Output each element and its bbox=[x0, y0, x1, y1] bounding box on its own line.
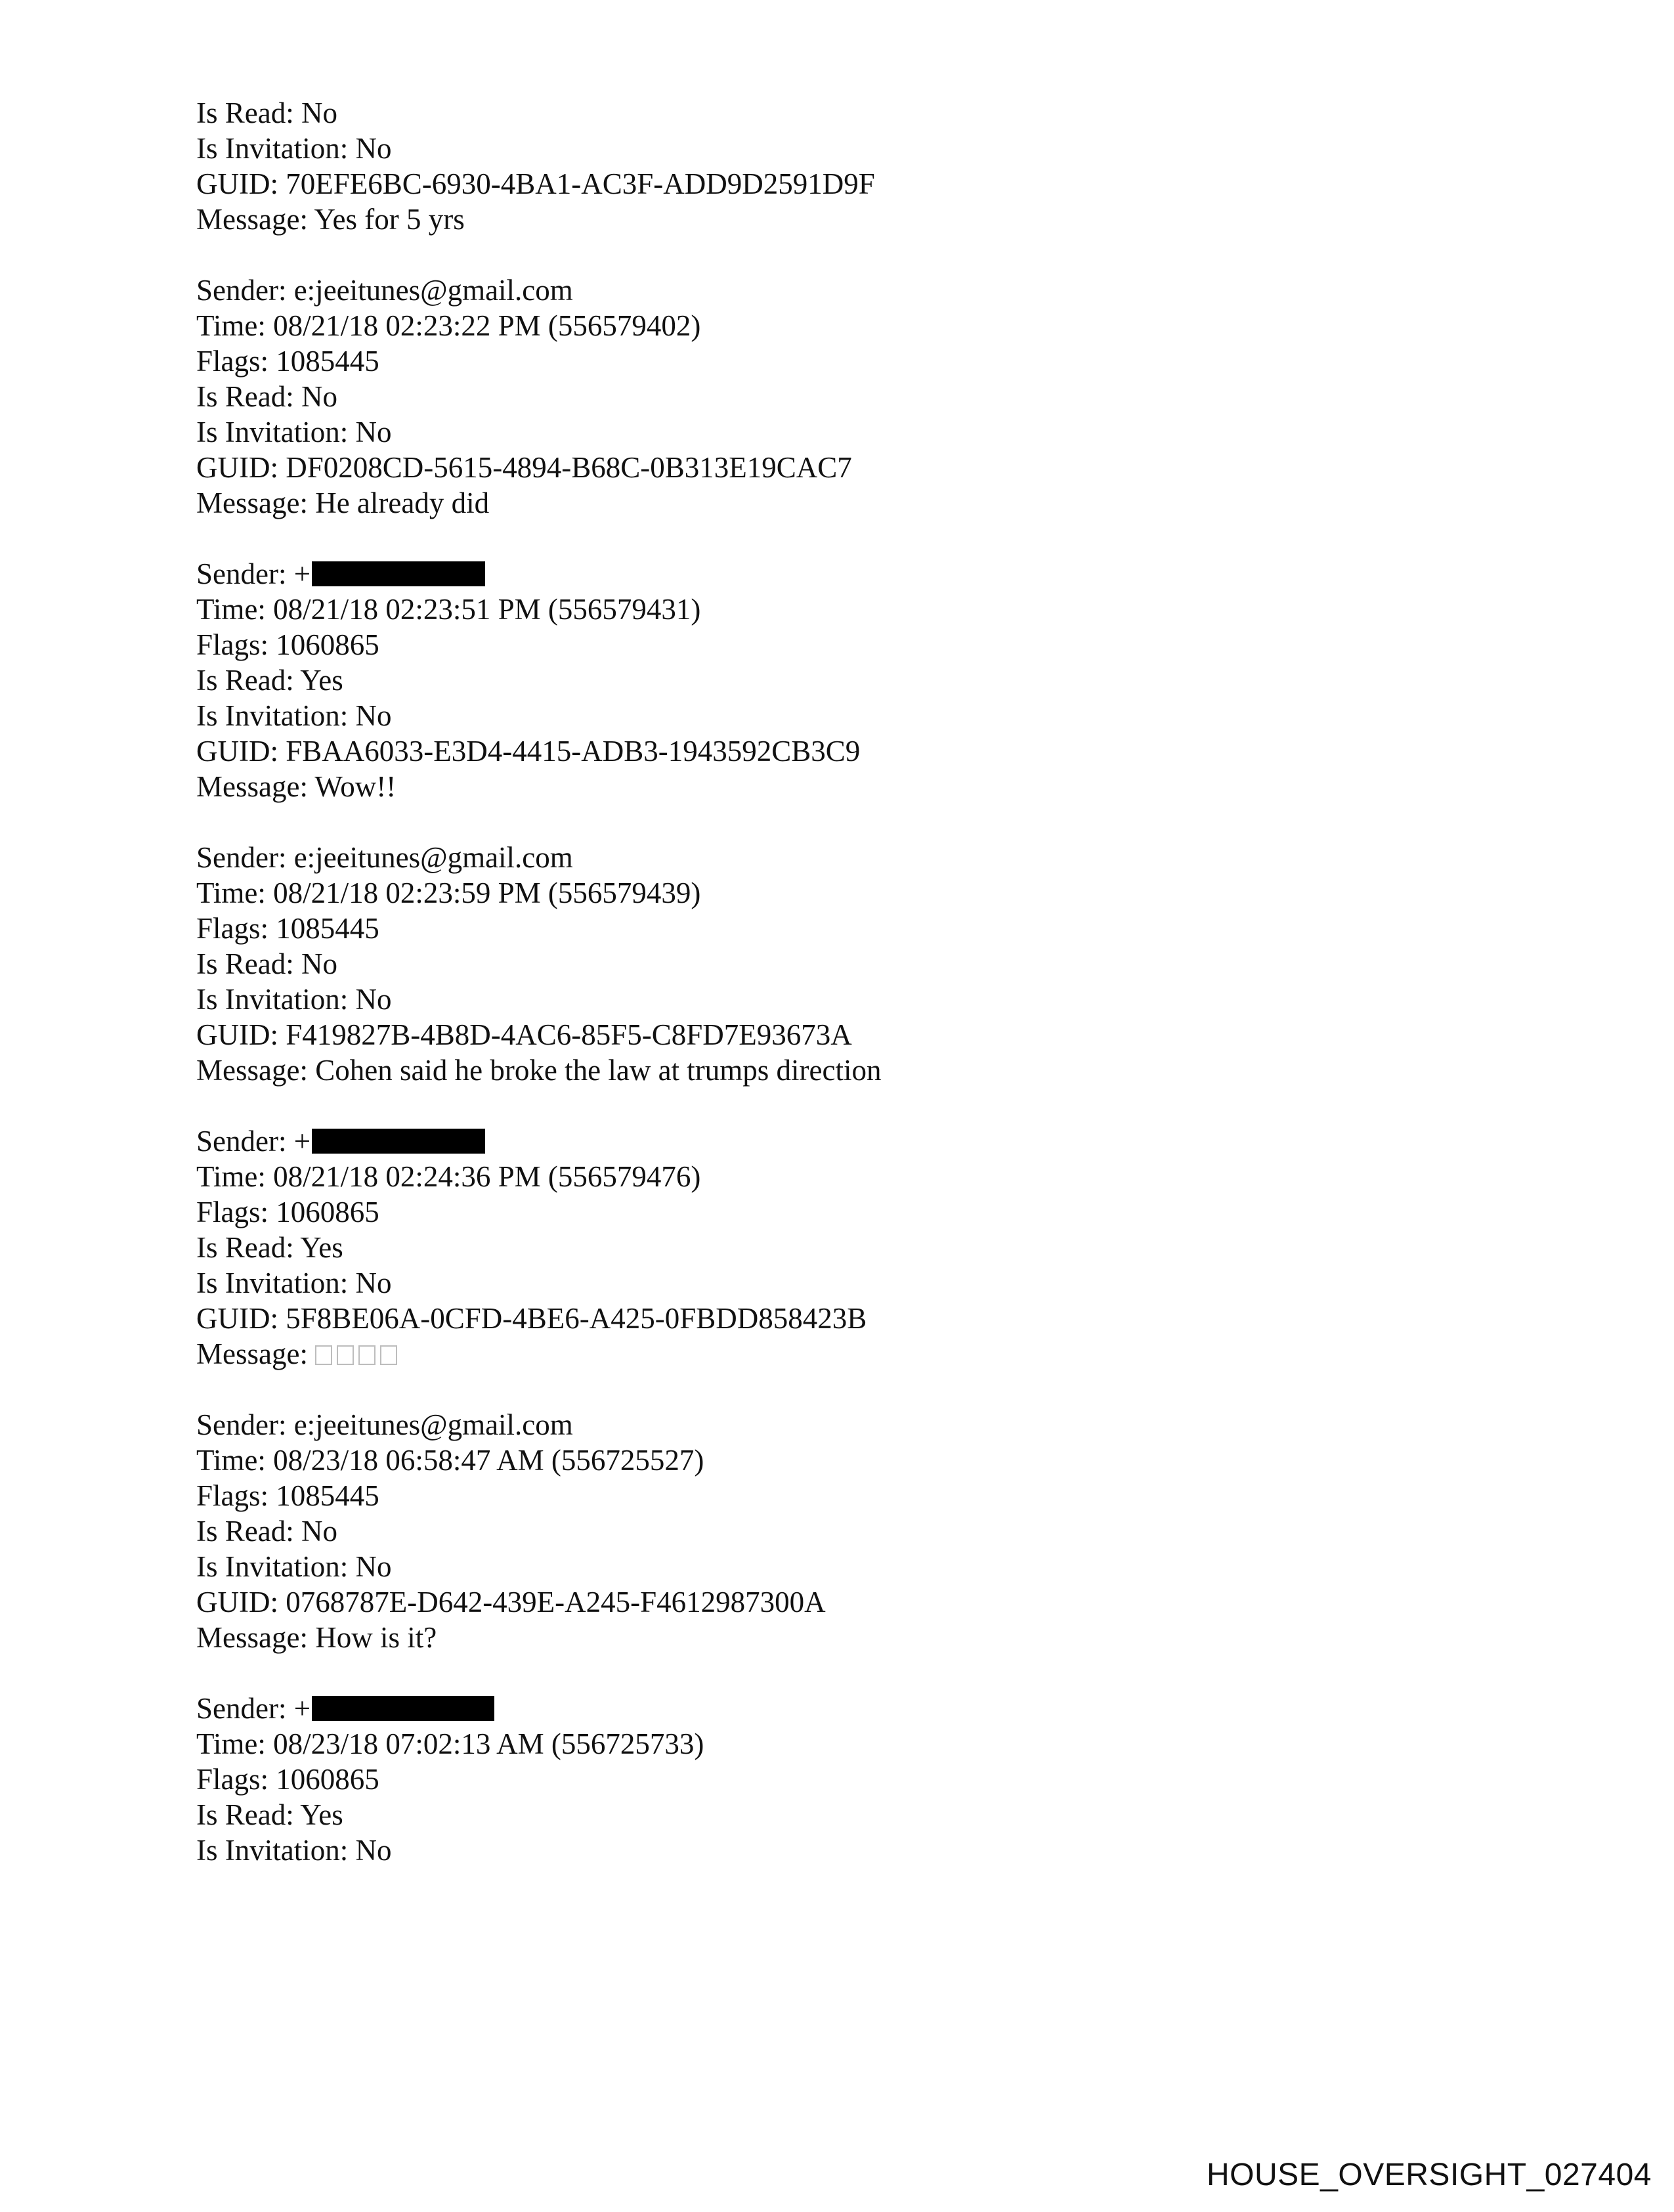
is-read-line: Is Read: No bbox=[196, 1515, 337, 1548]
message-line: Message: He already did bbox=[196, 487, 490, 519]
sender-prefix: Sender: + bbox=[196, 1692, 311, 1725]
redaction-box bbox=[312, 1696, 494, 1721]
flags-line: Flags: 1085445 bbox=[196, 345, 379, 378]
time-line: Time: 08/21/18 02:24:36 PM (556579476) bbox=[196, 1160, 701, 1193]
message-line: Message: How is it? bbox=[196, 1621, 437, 1654]
is-read-line: Is Read: No bbox=[196, 380, 337, 413]
message-line bbox=[196, 1336, 1575, 1372]
sender-prefix: Sender: + bbox=[196, 557, 311, 590]
message-record bbox=[196, 556, 1575, 804]
is-invitation-line: Is Invitation: No bbox=[196, 1550, 392, 1583]
sender-line bbox=[196, 1123, 1575, 1159]
is-read-line: Is Read: Yes bbox=[196, 1231, 343, 1264]
redaction-box bbox=[312, 561, 485, 586]
is-invitation-line: Is Invitation: No bbox=[196, 416, 392, 448]
missing-glyph-box bbox=[337, 1345, 354, 1365]
guid-line: GUID: 0768787E-D642-439E-A245-F4612987300A bbox=[196, 1586, 826, 1618]
time-line: Time: 08/23/18 07:02:13 AM (556725733) bbox=[196, 1727, 704, 1760]
guid-line: GUID: FBAA6033-E3D4-4415-ADB3-1943592CB3C9 bbox=[196, 735, 861, 768]
record-separator bbox=[196, 237, 1575, 272]
is-invitation-line: Is Invitation: No bbox=[196, 1267, 392, 1299]
message-line: Message: Yes for 5 yrs bbox=[196, 203, 465, 236]
time-line: Time: 08/21/18 02:23:51 PM (556579431) bbox=[196, 593, 701, 626]
is-read-line: Is Read: No bbox=[196, 97, 337, 129]
missing-glyph-box bbox=[358, 1345, 376, 1365]
message-line: Message: Cohen said he broke the law at trumps direction bbox=[196, 1054, 882, 1087]
sender-prefix: Sender: + bbox=[196, 1125, 311, 1158]
missing-glyph-boxes bbox=[315, 1337, 402, 1370]
record-separator bbox=[196, 1088, 1575, 1123]
message-record bbox=[196, 1123, 1575, 1372]
message-record bbox=[196, 95, 1575, 237]
time-line: Time: 08/23/18 06:58:47 AM (556725527) bbox=[196, 1444, 704, 1477]
flags-line: Flags: 1060865 bbox=[196, 628, 379, 661]
is-invitation-line: Is Invitation: No bbox=[196, 699, 392, 732]
message-prefix: Message: bbox=[196, 1337, 316, 1370]
sender-line: Sender: e:jeeitunes@gmail.com bbox=[196, 274, 573, 307]
is-invitation-line: Is Invitation: No bbox=[196, 1834, 392, 1867]
is-read-line: Is Read: No bbox=[196, 947, 337, 980]
flags-line: Flags: 1060865 bbox=[196, 1196, 379, 1228]
sender-line: Sender: e:jeeitunes@gmail.com bbox=[196, 1408, 573, 1441]
sender-line bbox=[196, 556, 1575, 592]
guid-line: GUID: DF0208CD-5615-4894-B68C-0B313E19CAC7 bbox=[196, 451, 852, 484]
message-record bbox=[196, 1407, 1575, 1655]
sender-line bbox=[196, 1691, 1575, 1726]
is-read-line: Is Read: Yes bbox=[196, 1798, 343, 1831]
time-line: Time: 08/21/18 02:23:22 PM (556579402) bbox=[196, 309, 701, 342]
message-log bbox=[196, 95, 1575, 1868]
redaction-box bbox=[312, 1129, 485, 1154]
message-line: Message: Wow!! bbox=[196, 770, 397, 803]
sender-line: Sender: e:jeeitunes@gmail.com bbox=[196, 841, 573, 874]
flags-line: Flags: 1085445 bbox=[196, 1479, 379, 1512]
record-separator bbox=[196, 1655, 1575, 1691]
missing-glyph-box bbox=[315, 1345, 332, 1365]
record-separator bbox=[196, 521, 1575, 556]
is-read-line: Is Read: Yes bbox=[196, 664, 343, 697]
guid-line: GUID: 5F8BE06A-0CFD-4BE6-A425-0FBDD858423B bbox=[196, 1302, 867, 1335]
flags-line: Flags: 1060865 bbox=[196, 1763, 379, 1796]
message-record bbox=[196, 840, 1575, 1088]
time-line: Time: 08/21/18 02:23:59 PM (556579439) bbox=[196, 877, 701, 909]
record-separator bbox=[196, 1372, 1575, 1407]
guid-line: GUID: F419827B-4B8D-4AC6-85F5-C8FD7E93673A bbox=[196, 1018, 852, 1051]
is-invitation-line: Is Invitation: No bbox=[196, 983, 392, 1016]
guid-line: GUID: 70EFE6BC-6930-4BA1-AC3F-ADD9D2591D9F bbox=[196, 167, 875, 200]
is-invitation-line: Is Invitation: No bbox=[196, 132, 392, 165]
flags-line: Flags: 1085445 bbox=[196, 912, 379, 945]
message-record bbox=[196, 272, 1575, 521]
record-separator bbox=[196, 804, 1575, 840]
missing-glyph-box bbox=[380, 1345, 397, 1365]
message-record bbox=[196, 1691, 1575, 1868]
bates-number: HOUSE_OVERSIGHT_027404 bbox=[1207, 2158, 1652, 2192]
